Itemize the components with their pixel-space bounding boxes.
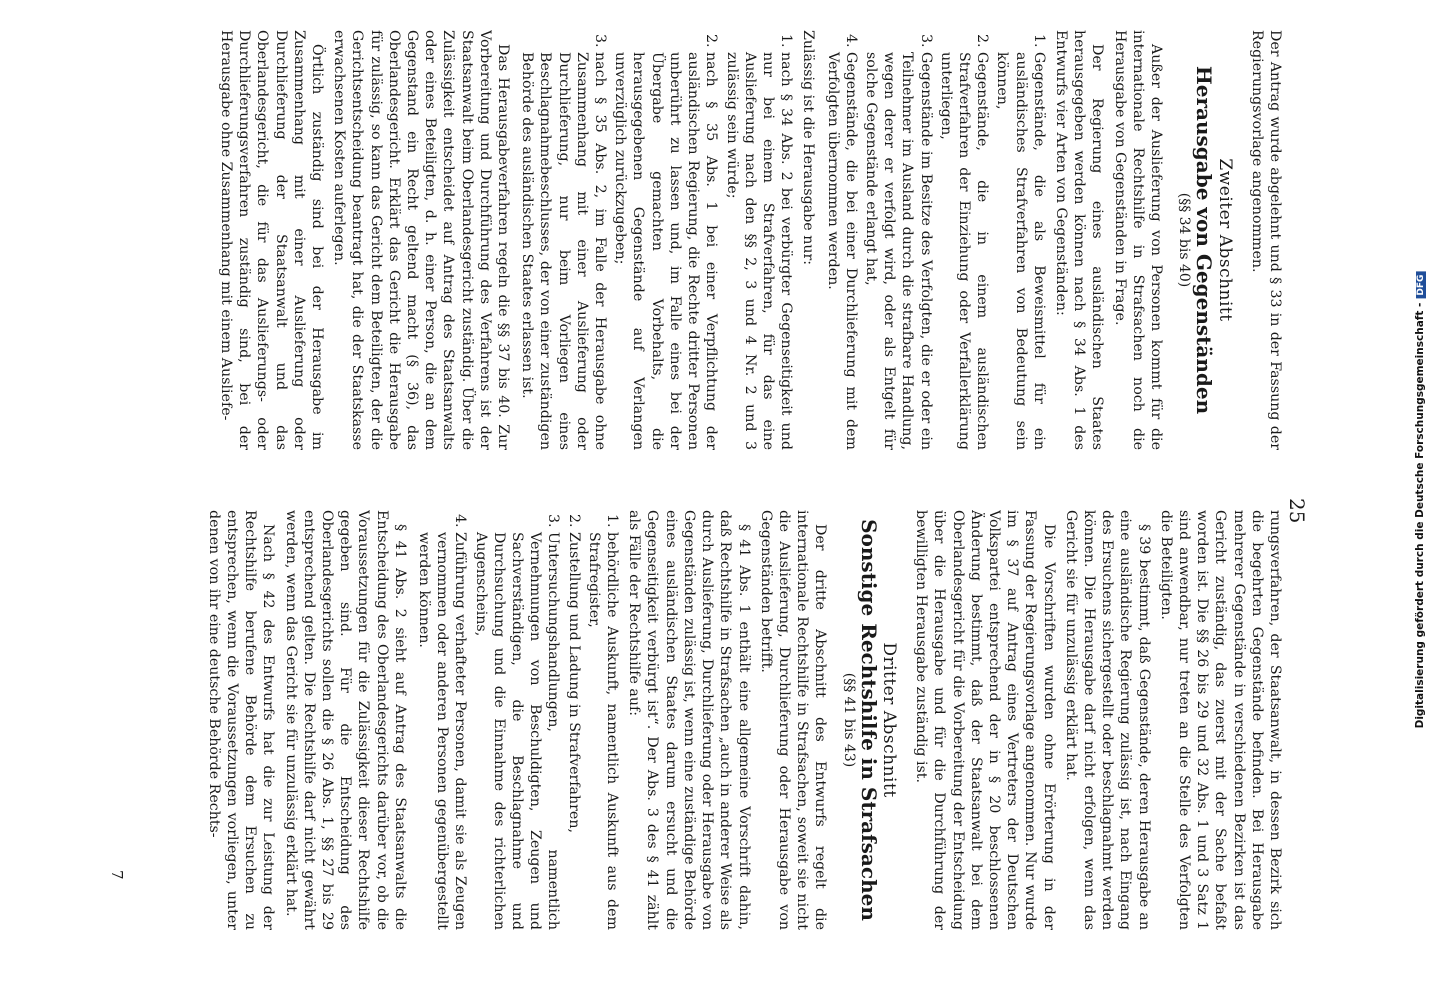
paragraph: rungsverfahren, der Staatsanwalt, in dessen Bezirk sich die begehrten Gegenstände befinden. Bei Herausgabe mehrerer Gegenstände in verschiedenen Bezirken ist das Gericht zuständig, das zuerst mit der Sache befaßt worden ist. Die §§ 26 bis 29 und 32 Abs. 1 und 3 Satz 1 sind anwendbar, nur treten an die Stelle des Verfolgten die Beteiligten. [1157,510,1283,930]
list-item: 1. behördliche Auskunft, namentlich Auskunft aus dem Strafregister, [585,532,621,930]
section-range: (§§ 34 bis 40) [1176,192,1193,288]
digitization-text: Digitalisierung gefördert durch die Deutsche Forschungsgemeinschaft - [1414,302,1426,729]
paragraph: § 41 Abs. 2 sieht auf Antrag des Staatsanwalts die Entscheidung des Oberlandesgerichts darüber vor, ob die Voraussetzungen für die Zulässigkeit dieser Rechtshilfe gegeben sind. Für die Entscheidung des Oberlandesgerichts sollen die § 26 Abs. 1, §§ 27 bis 29 entsprechend gelten. Die Rechtshilfe darf nicht gewährt werden, wenn das Gericht sie für unzulässig erklärt hat. [282,510,408,930]
footer-number: 7 [108,870,126,880]
paragraph: Der Antrag wurde abgelehnt und § 33 in der Fassung der Regierungsvorlage angenommen. [1248,30,1283,450]
list-item: 2. Gegenstände, die in einem ausländischen Strafverfahren der Einziehung oder Verfallerklärung unterliegen, [937,52,992,450]
paragraph: Der dritte Abschnitt des Entwurfs regelt die internationale Rechtshilfe in Strafsachen, soweit sie nicht die Auslieferung, Durchlieferung oder Herausgabe von Gegenständen betrifft. [757,510,829,930]
section-range: (§§ 41 bis 43) [840,672,857,768]
section-heading: Zweiter Abschnitt [1214,158,1235,322]
paragraph: Nach § 42 des Entwurfs hat die zur Leistung der Rechtshilfe berufene Behörde dem Ersuchen zu entsprechen, wenn die Voraussetzungen vorliegen, unter denen von ihr eine deutsche Behörde Rechts- [205,510,277,930]
list-item: 3. nach § 35 Abs. 2, im Falle der Herausgabe ohne Zusammenhang mit einer Auslieferung oder Durchlieferung, nur beim Vorliegen eines Beschlagnahmebeschlusses, der von einer zuständigen Behörde des ausländischen Staates erlassen ist. [518,52,609,450]
page-number: 25 [1285,498,1309,524]
list-item: 2. nach § 35 Abs. 1 bei einer Verpflichtung der ausländischen Regierung, die Rechte dritter Personen unberührt zu lassen und, im Falle eines bei der Übergabe gemachten Vorbehalts, die herausgegebenen Gegenstände auf Verlangen unverzüglich zurückzugeben; [611,52,720,450]
list-item: 3. Untersuchungshandlungen, namentlich Vernehmungen von Beschuldigten, Zeugen und Sachverständigen, die Beschlagnahme und Durchsuchung und die Einnahme des richterlichen Augenscheins, [471,532,562,930]
paragraph: Der Regierung eines ausländischen Staates herausgegeben werden können nach § 34 Abs. 1 des Entwurfs vier Arten von Gegenständen: [1052,30,1106,450]
section-heading: Dritter Abschnitt [878,642,899,798]
list-item: 3. Gegenstände im Besitze des Verfolgten, die er oder ein Teilnehmer im Ausland durch die strafbare Handlung, wegen derer er verfolgt wird, oder als Entgelt für solche Gegenstände erlangt hat, [862,52,935,450]
section-title: Herausgabe von Gegenständen [1192,65,1217,415]
paragraph: Die Vorschriften wurden ohne Erörterung in der Fassung der Regierungsvorlage angenommen. Nur wurde im § 37 auf Antrag eines Vertreters der Deutschen Volkspartei entsprechend der in § 20 beschlossenen Änderung bestimmt, daß der Staatsanwalt bei dem Oberlandesgericht für die Vorbereitung der Entscheidung über die Herausgabe und für die Durchführung der bewilligten Herausgabe zuständig ist. [913,510,1057,930]
right-column [134,510,1284,930]
section-title: Sonstige Rechtshilfe in Strafsachen [856,519,881,921]
digitization-note [1404,0,1434,1000]
list-item: 2. Zustellung und Ladung in Strafverfahren, [564,532,582,930]
paragraph: § 39 bestimmt, daß Gegenstände, deren Herausgabe an eine ausländische Regierung zulässig ist, nach Eingang des Ersuchens sichergestellt oder beschlagnahmt werden können. Die Herausgabe darf nicht erfolgen, wenn das Gericht sie für unzulässig erklärt hat. [1062,510,1152,930]
list-item: 4. Zuführung verhafteter Personen, damit sie als Zeugen vernommen oder anderen Personen gegenübergestellt werden können. [415,532,470,930]
left-column [134,30,1284,450]
paragraph: Das Herausgabeverfahren regeln die §§ 37 bis 40. Zur Vorbereitung und Durchführung des Verfahrens ist der Staatsanwalt beim Oberlandesgericht zuständig. Über die Zulässigkeit entscheidet auf Antrag des Staatsanwalts oder eines Beteiligten, d. h. einer Person, die an dem Gegenstand ein Recht geltend macht (§ 36), das Oberlandesgericht. Erklärt das Gericht die Herausgabe für zulässig, so kann das Gericht dem Beteiligten, der die Gerichtsentscheidung beantragt hat, die der Staatskasse erwachsenen Kosten auferlegen. [331,30,512,450]
paragraph: § 41 Abs. 1 enthält eine allgemeine Vorschrift dahin, daß Rechtshilfe in Strafsachen „auch in anderer Weise als durch Auslieferung, Durchlieferung oder Herausgabe von Gegenständen zulässig ist, wenn eine zuständige Behörde eines ausländischen Staates darum ersucht und die Gegenseitigkeit verbürgt ist“. Der Abs. 3 des § 41 zählt als Fälle der Rechtshilfe auf: [626,510,752,930]
item-list [518,30,795,450]
list-item: 1. nach § 34 Abs. 2 bei verbürgter Gegenseitigkeit und nur bei einem Strafverfahren, für das eine Auslieferung nach den §§ 2, 3 und 4 Nr. 2 und 3 zulässig sein würde; [722,52,795,450]
item-list [823,30,1047,450]
list-item: 1. Gegenstände, die als Beweismittel für ein ausländisches Strafverfahren von Bedeutung sein können, [993,52,1048,450]
item-list [415,510,621,930]
paragraph: Örtlich zuständig sind bei der Herausgabe im Zusammenhang mit einer Auslieferung oder Durchlieferung der Staatsanwalt und das Oberlandesgericht, die für das Auslieferungs- oder Durchlieferungsverfahren zuständig sind, bei der Herausgabe ohne Zusammenhang mit einem Ausliefe- [218,30,326,450]
dfg-logo: DFG [1416,272,1426,299]
list-item: 4. Gegenstände, die bei einer Durchlieferung mit dem Verfolgten übernommen werden. [823,52,859,450]
paragraph: Zulässig ist die Herausgabe nur: [800,30,817,266]
paragraph: Außer der Auslieferung von Personen kommt für die internationale Rechtshilfe in Strafsachen noch die Herausgabe von Gegenständen in Frage. [1111,30,1164,450]
